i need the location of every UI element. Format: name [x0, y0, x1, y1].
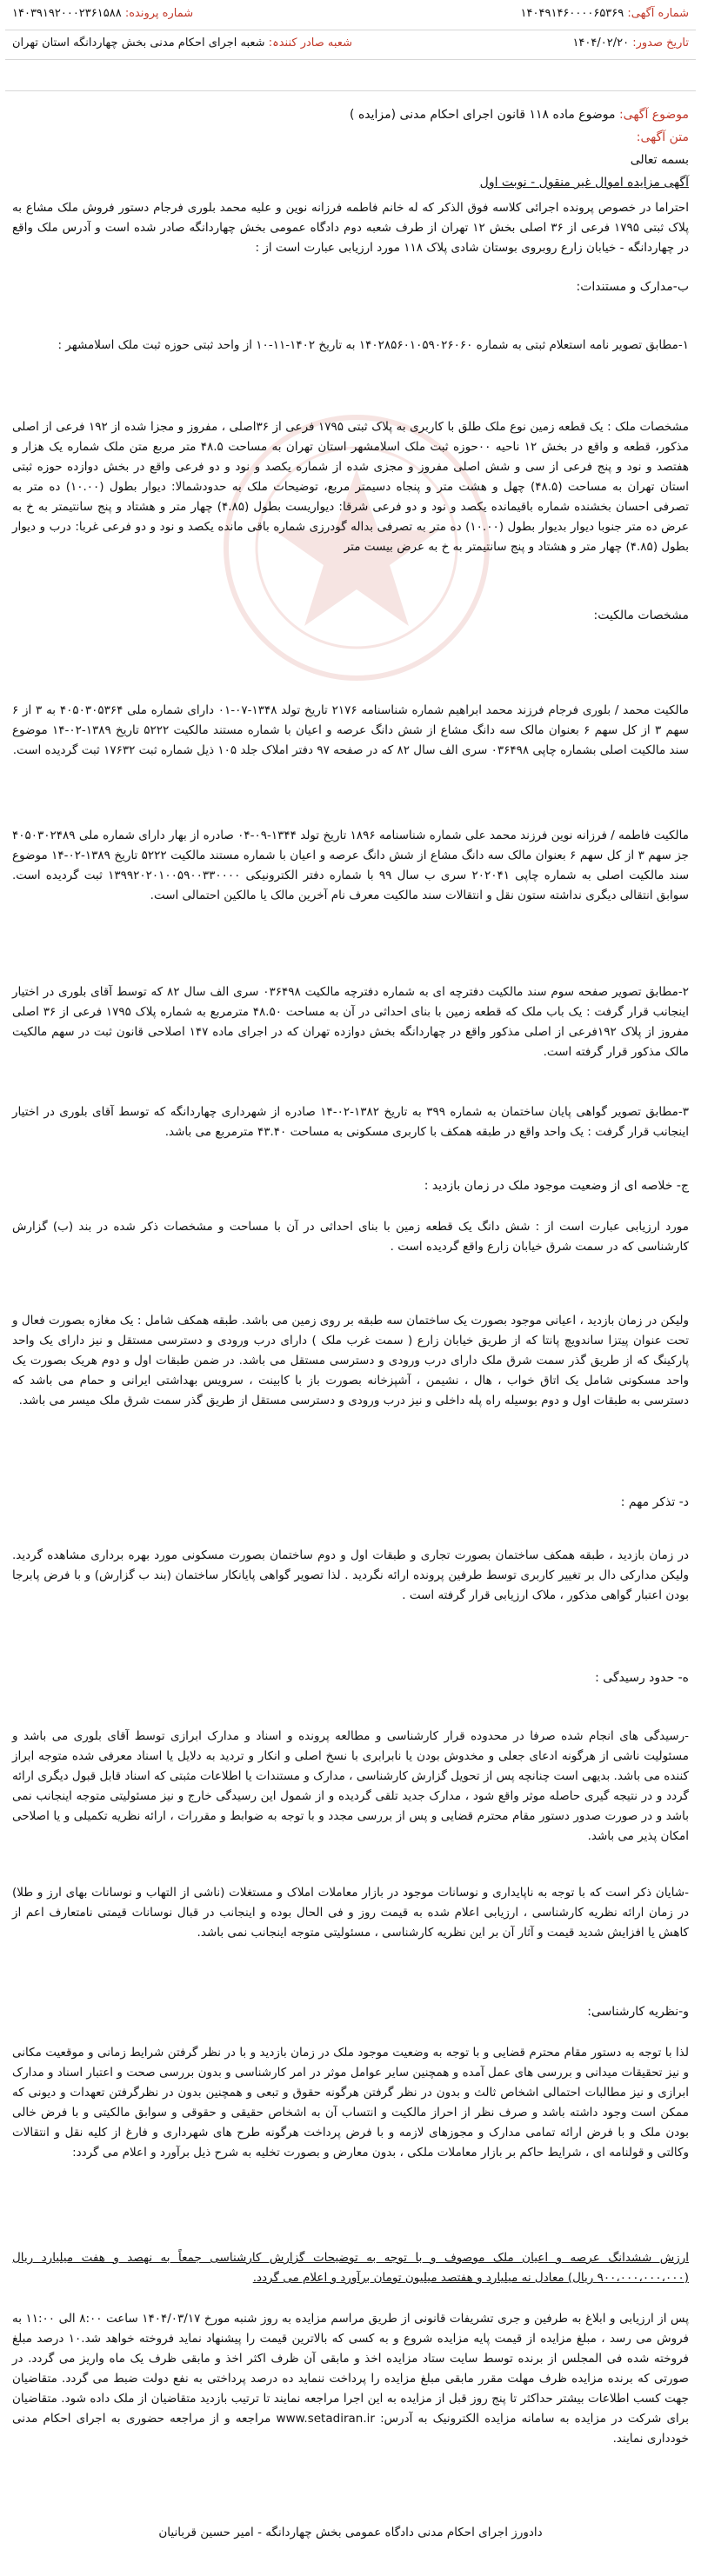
ad-number-row [521, 7, 689, 20]
note-paragraph: در زمان بازدید ، طبقه همکف ساختمان بصورت تجاری و طبقات اول و دوم ساختمان بصورت مسکونی مورد بهره برداری مشاهده گردید. ولیکن مدارکی دال بر تغییر کاربری توسط طرفین پرونده ارائه نگردید . لذا تصویر گواهی پایانکار ساختمان (بند ب گزارش) و با فرض پابرجا بودن اعتبار گواهی مذکور ، ملاک ارزیابی قرار گرفته است . [12, 1548, 689, 1602]
docs-heading: ب-مدارک و مستندات: [576, 280, 689, 294]
owner1-paragraph: مالکیت محمد / بلوری فرجام فرزند محمد ابراهیم شماره شناسنامه ۲۱۷۶ تاریخ تولد ۱۳۴۸-۰۷-۰۱ دارای شماره ملی ۴۰۵۰۳۰۵۳۶۴ به ۳ از ۶ سهم ۳ از کل سهم ۶ بعنوان مالک سه دانگ مشاع از شش دانگ عرصه و اعیان با شماره مستند مالکیت ۵۲۲۲ تاریخ ۱۳۸۹-۰۲-۱۴ موضوع سند مالکیت اصلی بشماره چاپی ۰۳۶۴۹۸ سری الف سال ۸۲ که در صفحه ۹۷ دفتر املاک جلد ۱۰۵ ذیل شماره ثبت ۱۷۶۳۲ ثبت گردیده است. [12, 703, 689, 757]
doc3-paragraph: ۳-مطابق تصویر گواهی پایان ساختمان به شماره ۳۹۹ به تاریخ ۱۳۸۲-۰۲-۱۴ صادره از شهرداری چهاردانگه که توسط آقای بلوری در اختیار اینجانب قرار گرفت : یک واحد واقع در طبقه همکف با کاربری مسکونی به مساحت ۴۳.۴۰ مترمربع می باشد. [12, 1105, 689, 1139]
issuer-label: شعبه صادر کنندہ: [268, 37, 352, 50]
intro-paragraph: احتراما در خصوص پرونده اجرائی کلاسه فوق الذکر که له خانم فاطمه فرزانه نوین و علیه محمد بلوری فرجام دستور فروش ملک مشاع به پلاک ثبتی ۱۷۹۵ فرعی از ۳۶ اصلی بخش ۱۲ تهران از طرف شعبه دوم دادگاه عمومی بخش چهاردانگه صادر شده است و آدرس ملک واقع در چهاردانگه - خیابان زارع روبروی بوستان شادی پلاک ۱۱۸ مورد ارزیابی عبارت است از : [12, 201, 689, 255]
issuer: شعبه اجرای احکام مدنی بخش چهاردانگه استان تهران [12, 37, 265, 50]
owner2-paragraph: مالکیت فاطمه / فرزانه نوین فرزند محمد علی شماره شناسنامه ۱۸۹۶ تاریخ تولد ۱۳۴۴-۰۹-۰۴ صادره از بهار دارای شماره ملی ۴۰۵۰۳۰۲۴۸۹ جز سهم ۳ از کل سهم ۶ بعنوان مالک سه دانگ مشاع از شش دانگ عرصه و اعیان با شماره مستند مالکیت ۵۲۲۲ تاریخ ۱۳۸۹-۰۲-۱۴ موضوع سند مالکیت اصلی به شماره چاپی ۲۰۲۰۴۱ سری ب سال ۹۹ با شماره دفتر الکترونیکی ۱۳۹۹۲۰۲۰۱۰۰۵۹۰۰۳۳۰۰۰۰ ثبت گردیده است. سوابق انتقالی دیگری نداشته ستون نقل و انتقالات سند مالکیت معرف نام آخرین مالک یا مالکین احتمالی است. [12, 829, 690, 902]
header-divider [5, 90, 696, 91]
body-label-row [637, 130, 689, 144]
price-paragraph: ارزش ششدانگ عرصه و اعیان ملک موصوف و با توجه به توضیحات گزارش کارشناسی جمعاً به نهصد و هفت میلیارد ریال (۹۰۰،۰۰۰،۰۰۰،۰۰۰ ریال) معادل نه میلیارد و هفتصد میلیون تومان برآورد و اعلام می گردد. [12, 2251, 689, 2285]
summary1-paragraph: مورد ارزیابی عبارت است از : شش دانگ یک قطعه زمین با بنای احداثی در آن با مساحت و مشخصات ذکر شده در بند (ب) گزارش کارشناسی که در سمت شرق خیابان زارع واقع گردیده است . [12, 1220, 689, 1254]
specs-paragraph: مشخصات ملک : یک قطعه زمین نوع ملک طلق با کاربری به پلاک ثبتی ۱۷۹۵ فرعی از ۳۶اصلی ، مفروز و مجزا شده از ۱۹۲ فرعی از اصلی مذکور، قطعه و واقع در بخش ۱۲ ناحیه ۰۰حوزه ثبت ملک اسلامشهر استان تهران به مساحت ۴۸.۵ متر مربع متن ملک شماره یک هزار و هفتصد و نود و پنج فرعی از سی و شش اصلی مفروز و مجزی شده از شماره یکصد و نود و دو فرعی واقع در بخش دوازده حوزه ثبتی استان تهران به مساحت (۴۸.۵) چهل و هشت متر و پنجاه دسیمتر مربع، توضیحات ملک به حدودشمالا: دیوار بطول (۱۰.۰۰) ده متر به تصرفی احسان بخشنده شماره باقیمانده یکصد و نود و دو فرعی شرقا: دیواریست بطول (۴.۸۵) چهار متر و هشتاد و پنج سانتیمتر به خ به عرض ده متر جنوبا دیوار بدیوار بطول (۱۰.۰۰) ده متر به تصرفی بداله گودرزی شماره باقی مانده یکصد و نود و دو فرعی غربا: درب و دیوار بطول (۴.۸۵) چهار متر و هشتاد و پنج سانتیمتر به خ به عرض بیست متر [12, 420, 689, 554]
issuer-row [12, 37, 352, 50]
ad-number-label: شماره آگهی: [627, 7, 689, 20]
issue-date-row [572, 37, 689, 50]
case-number: ۱۴۰۳۹۱۹۲۰۰۰۲۳۶۱۵۸۸ [12, 7, 122, 20]
issue-date: ۱۴۰۴/۰۲/۲۰ [572, 37, 630, 50]
summary2-paragraph: ولیکن در زمان بازدید ، اعیانی موجود بصورت یک ساختمان سه طبقه بر روی زمین می باشد. طبقه همکف شامل : یک مغازه بصورت فعال و تحت عنوان پیتزا ساندویچ پانتا که از طریق خیابان زارع ( سمت غرب ملک ) دارای درب ورودی و دسترسی مستقل و نیز دارای یک واحد پارکینگ که از طریق گذر سمت شرق ملک دارای درب ورودی و دسترسی مستقل می باشد. در ضمن طبقات اول و دوم هریک بصورت یک واحد مسکونی شامل یک اتاق خواب ، هال ، نشیمن ، آشپزخانه بصورت باز با کابینت ، سرویس بهداشتی ایرانی و حمام می باشد که دسترسی به طبقات اول و دوم بوسیله راه پله داخلی و نیز درب ورودی و دسترسی مستقل از طریق گذر سمت شرق ملک میسر می باشد. [12, 1314, 689, 1408]
case-number-row [12, 7, 193, 20]
doc1-paragraph: ۱-مطابق تصویر نامه استعلام ثبتی به شماره ۱۴۰۲۸۵۶۰۱۰۵۹۰۲۶۰۶۰ به تاریخ ۱۴۰۲-۱۱-۱۰ از واحد ثبتی حوزه ثبت ملک اسلامشهر : [57, 338, 689, 352]
header-divider [5, 59, 696, 60]
note-heading: د- تذکر مهم : [620, 1495, 689, 1509]
auction-title: آگهی مزایده اموال غیر منقول - نوبت اول [479, 176, 689, 190]
scope2-paragraph: -شایان ذکر است که با توجه به ناپایداری و نوسانات موجود در بازار معاملات املاک و مستغلات (ناشی از التهاب و نوسانات بهای ارز و طلا) در زمان ارائه نظریه کارشناسی ، ارزیابی اعلام شده به قیمت روز و فی الحال بوده و اینجانب در قبال نوسانات قیمتی نامتعارف اعم از کاهش یا افزایش شدید قیمت و آثار آن بر این نظریه کارشناسی ، مسئولیتی متوجه اینجانب نمی باشد. [12, 1886, 689, 1940]
ownership-heading: مشخصات مالکیت: [593, 609, 689, 622]
procedure-paragraph: پس از ارزیابی و ابلاغ به طرفین و جری تشریفات قانونی از طریق مراسم مزایده به روز شنبه مورخ ۱۴۰۴/۰۳/۱۷ ساعت ۸:۰۰ الی ۱۱:۰۰ به فروش می رسد ، مبلغ مزایده از قیمت پایه مزایده شروع و به کسی که بالاترین قیمت را پیشنهاد نماید فروخته خواهد شد.۱۰ درصد مبلغ فروخته شده فی المجلس از برنده توسط سایت ستاد مزایده اخذ و مابقی آن ظرف اکثر اخذ و مابقی ظرف یک ماه واریز می گردد. در صورتی که برنده مزایده ظرف مهلت مقرر مابقی مبلغ مزایده را پرداخت ننماید ده درصد پرداختی به نفع دولت ضبط می گردد. متقاضیان جهت کسب اطلاعات بیشتر حداکثر تا پنج روز قبل از مزایده به این اجرا مراجعه نمایند تا ترتیب بازدید متقاضیان از ملک داده شود. متقاضیان برای شرکت در مزایده به سامانه مزایده الکترونیک به آدرس: www.setadiran.ir مراجعه و از مراجعه حضوری به اجرای احکام مدنی خودداری نمایند. [12, 2312, 689, 2446]
subject-value: موضوع ماده ۱۱۸ قانون اجرای احکام مدنی (مزایده ) [350, 108, 616, 122]
ad-number: ۱۴۰۴۹۱۴۶۰۰۰۰۶۵۳۶۹ [520, 7, 624, 20]
footer-signature: دادورز اجرای احکام مدنی دادگاه عمومی بخش چهاردانگه - امیر حسین قربانیان [158, 2526, 543, 2539]
subject-label: موضوع آگهی: [618, 108, 689, 122]
doc2-paragraph: ۲-مطابق تصویر صفحه سوم سند مالکیت دفترچه ای به شماره دفترچه مالکیت ۰۳۶۴۹۸ سری الف سال ۸۲ که توسط آقای بلوری در اختیار اینجانب قرار گرفت : یک باب ملک که قطعه زمین با بنای احداثی در آن به مساحت ۴۸.۵۰ مترمربع به شماره پلاک ۱۷۹۵ فرعی از ۳۶ اصلی مفروز از پلاک ۱۹۲فرعی از اصلی مذکور واقع در چهاردانگه بخش دوازده تهران که در اجرای ماده ۱۴۷ اصلاحی قانون ثبت در سهم مالکیت مالک مذکور قرار گرفته است. [12, 985, 690, 1059]
bismillah: بسمه تعالی [630, 153, 689, 167]
opinion-heading: و-نظریه کارشناسی: [587, 2005, 689, 2019]
opinion-paragraph: لذا با توجه به دستور مقام محترم قضایی و با توجه به وضعیت موجود ملک در زمان بازدید و با در نظر گرفتن شرایط زمانی و موقعیت مکانی و نیز تحقیقات میدانی و بررسی های عمل آمده و همچنین سایر عوامل موثر در امر کارشناسی و بدون بررسی صحت و اعتبار اسناد و مدارک ابرازی و نیز مطالبات احتمالی اشخاص ثالث و بدون در نظر گرفتن هرگونه حقوق و تبعی و همچنین بدون در نظرگرفتن تعهدات و دیونی که ممکن است وجود داشته باشد و صرف نظر از احراز مالکیت و انتساب آن به اشخاص حقیقی و حقوقی و سوابق مالکیتی و با فرض خالی بودن ملک و با فرض ارائه تمامی مدارک و مجوزهای لازمه و با فرض پرداخت هرگونه طرح های شهرداری و فارغ از کلیه نقل و انتقالات وکالتی و قولنامه ای ، شرایط حاکم بر بازار معاملات ملکی ، بدون معارض و بصورت تخلیه به شرح ذیل برآورد و اعلام می گردد: [12, 2046, 689, 2160]
subject-row [350, 108, 689, 122]
scope-heading: ه- حدود رسیدگی : [595, 1671, 689, 1685]
body-label: متن آگهی: [636, 130, 689, 144]
case-number-label: شماره پرونده: [124, 7, 194, 20]
issue-date-label: تاریخ صدور: [632, 37, 689, 50]
scope1-paragraph: -رسیدگی های انجام شده صرفا در محدوده قرار کارشناسی و مطالعه پرونده و اسناد و مدارک ابرازی توسط آقای بلوری می باشد و مسئولیت ناشی از هرگونه ادعای جعلی و مخدوش بودن یا نابرابری با نسخ اصلی و انکار و تردید به دلایل یا اسناد معرفی شده متوجه ابراز کننده می باشد. بدیهی است چنانچه پس از تحویل گزارش کارشناسی ، مدارک و مستندات یا اطلاعات مثبتی که اسناد قابل قبول دیگری ارائه گردد و در نتیجه گیری حاصله موثر واقع شود ، مدارک جدید تلقی گردیده و از شمول این رسیدگی خارج و نیز مسئولیتی متوجه اینجانب نمی باشد و در صورت صدور دستور مقام محترم قضایی و پس از بررسی مجدد و با توجه به ضوابط و مقررات ، ارائه نظریه تکمیلی و یا اصلاحی امکان پذیر می باشد. [12, 1729, 689, 1843]
summary-heading: ج- خلاصه ای از وضعیت موجود ملک در زمان بازدید : [424, 1179, 689, 1193]
